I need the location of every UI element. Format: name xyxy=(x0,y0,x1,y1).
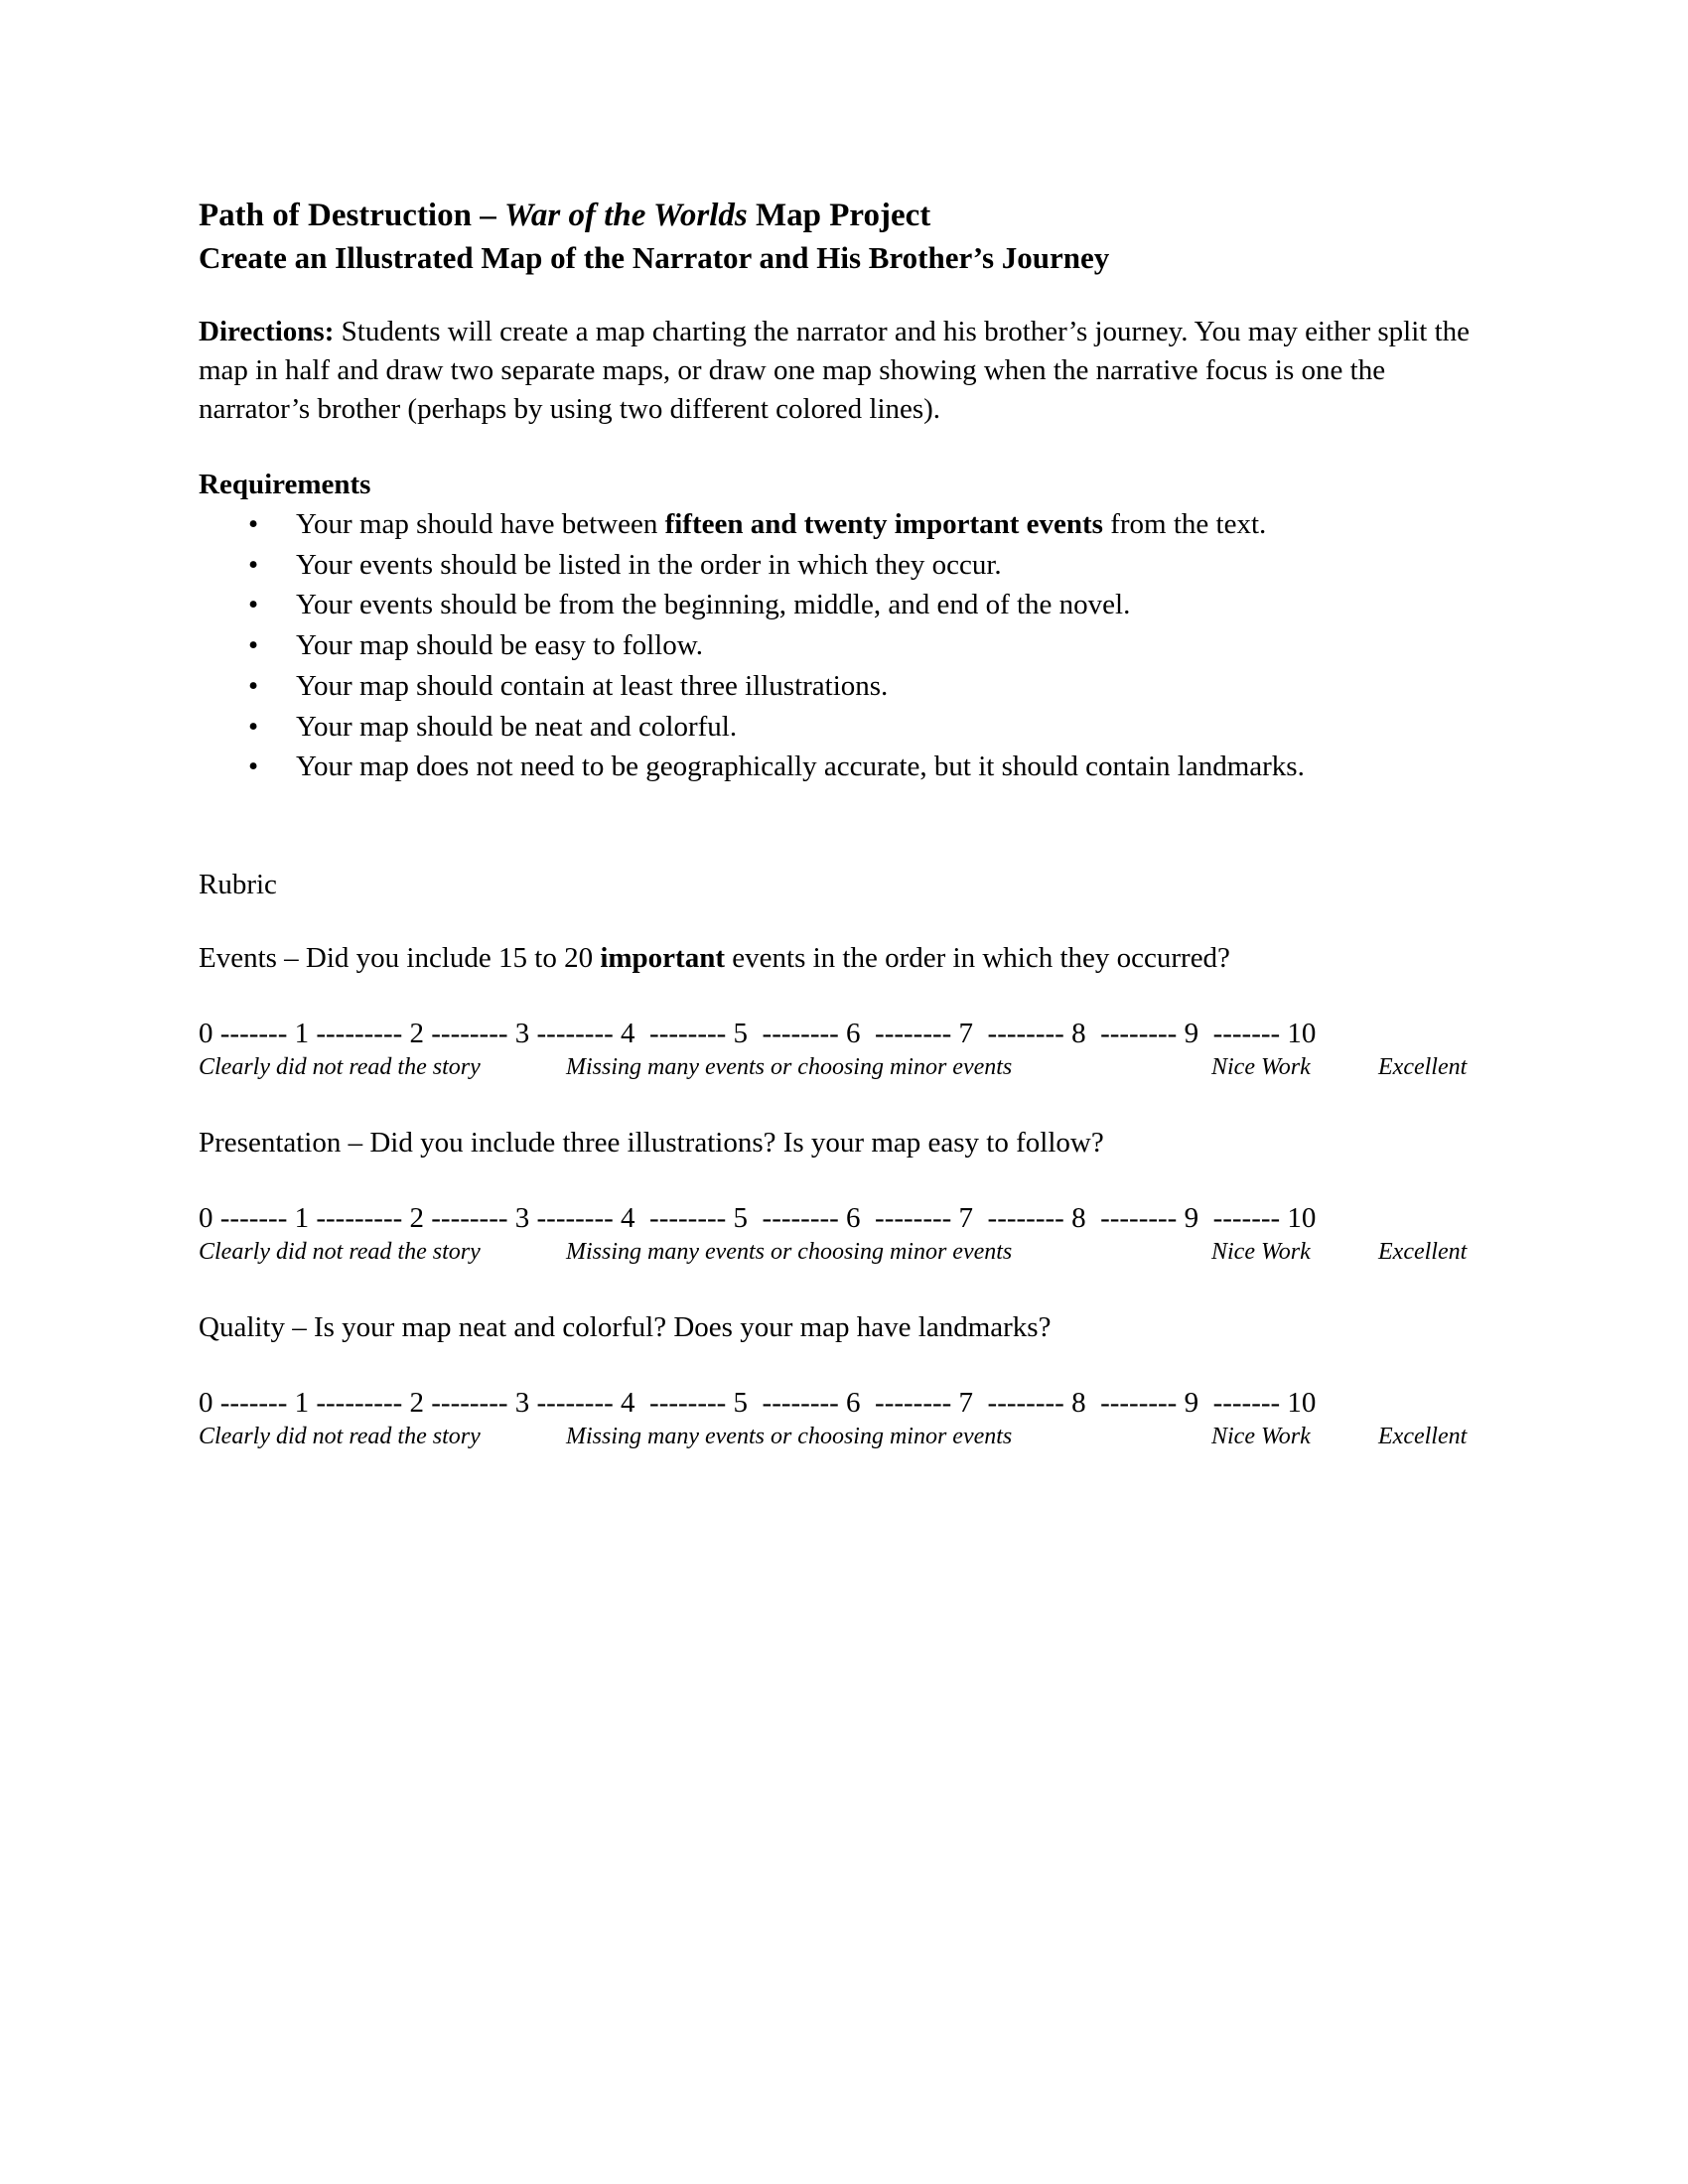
scale-descriptor-low: Clearly did not read the story xyxy=(199,1238,481,1265)
scale-descriptor-good: Nice Work xyxy=(1211,1053,1311,1080)
requirement-item xyxy=(248,585,1489,625)
requirement-item xyxy=(248,707,1489,748)
requirement-text: Your map should contain at least three illustrations. xyxy=(296,669,889,702)
requirements-list xyxy=(199,504,1489,787)
directions-label: Directions: xyxy=(199,316,335,347)
scale-descriptor-excellent: Excellent xyxy=(1378,1053,1468,1080)
document-subtitle: Create an Illustrated Map of the Narrator and His Brother’s Journey xyxy=(199,240,1110,275)
bullet-icon: • xyxy=(248,669,259,702)
requirement-text: Your events should be from the beginning, middle, and end of the novel. xyxy=(296,589,1131,621)
requirement-text: Your map should be neat and colorful. xyxy=(296,710,738,743)
scale-descriptor-low: Clearly did not read the story xyxy=(199,1423,481,1449)
requirement-item xyxy=(248,625,1489,666)
requirements-heading: Requirements xyxy=(199,469,371,500)
requirement-item xyxy=(248,504,1489,545)
scale-line: 0 ------- 1 --------- 2 -------- 3 -------- 4 -------- 5 -------- 6 -------- 7 -------- 8 -------- 9 ------- 10 xyxy=(199,1201,1317,1234)
requirement-1-before: Your map should have between xyxy=(296,508,665,540)
rubric-quality-question: Quality – Is your map neat and colorful? Does your map have landmarks? xyxy=(199,1310,1052,1343)
requirement-item xyxy=(248,747,1489,787)
bullet-icon: • xyxy=(248,710,259,743)
rubric-label: Rubric xyxy=(199,868,277,900)
scale-descriptor-low: Clearly did not read the story xyxy=(199,1053,481,1080)
presentation-scale xyxy=(199,1198,1489,1274)
quality-scale xyxy=(199,1383,1489,1458)
requirement-text: Your map should be easy to follow. xyxy=(296,629,704,662)
rubric-events-question xyxy=(199,938,1489,978)
requirement-text: Your events should be listed in the order in which they occur. xyxy=(296,548,1002,581)
scale-descriptor-excellent: Excellent xyxy=(1378,1423,1468,1449)
document-page xyxy=(199,194,1489,1458)
requirement-1-after: from the text. xyxy=(1102,508,1267,540)
requirement-text: Your map does not need to be geographically accurate, but it should contain landmarks. xyxy=(296,751,1305,783)
requirement-1-bold: fifteen and twenty important events xyxy=(664,508,1103,540)
rubric-presentation-question: Presentation – Did you include three illustrations? Is your map easy to follow? xyxy=(199,1126,1104,1159)
bullet-icon: • xyxy=(248,548,259,581)
title-part1: Path of Destruction – xyxy=(199,198,504,233)
scale-descriptor-mid: Missing many events or choosing minor events xyxy=(566,1423,1013,1449)
events-question-before: Events – Did you include 15 to 20 xyxy=(199,941,601,974)
scale-descriptor-mid: Missing many events or choosing minor events xyxy=(566,1053,1013,1080)
scale-descriptor-good: Nice Work xyxy=(1211,1423,1311,1449)
bullet-icon: • xyxy=(248,589,259,621)
events-scale xyxy=(199,1014,1489,1089)
requirement-item xyxy=(248,666,1489,707)
requirement-item xyxy=(248,545,1489,586)
directions-text: Students will create a map charting the narrator and his brother’s journey. You may either split the map in half and draw two separate maps, or draw one map showing when the narrative focus is one the narrator’s brother (perhaps by using two different colored lines). xyxy=(199,316,1470,425)
scale-descriptor-mid: Missing many events or choosing minor events xyxy=(566,1238,1013,1265)
scale-descriptor-good: Nice Work xyxy=(1211,1238,1311,1265)
events-question-bold: important xyxy=(600,941,726,974)
bullet-icon: • xyxy=(248,508,259,540)
bullet-icon: • xyxy=(248,629,259,662)
title-part2: Map Project xyxy=(747,198,931,233)
bullet-icon: • xyxy=(248,751,259,783)
scale-line: 0 ------- 1 --------- 2 -------- 3 -------- 4 -------- 5 -------- 6 -------- 7 -------- 8 -------- 9 ------- 10 xyxy=(199,1386,1317,1419)
events-question-after: events in the order in which they occurred? xyxy=(725,941,1230,974)
document-title xyxy=(199,194,1489,237)
directions-paragraph xyxy=(199,313,1489,429)
scale-descriptor-excellent: Excellent xyxy=(1378,1238,1468,1265)
scale-line: 0 ------- 1 --------- 2 -------- 3 -------- 4 -------- 5 -------- 6 -------- 7 -------- 8 -------- 9 ------- 10 xyxy=(199,1017,1317,1049)
title-book-name: War of the Worlds xyxy=(503,198,748,233)
